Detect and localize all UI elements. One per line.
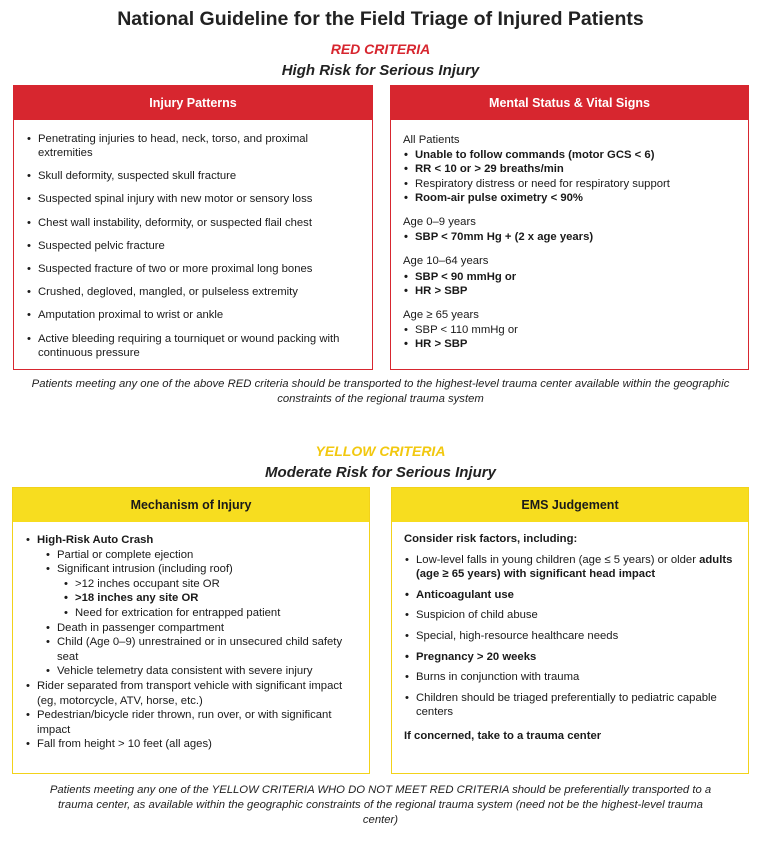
red-criteria-label: RED CRITERIA — [330, 41, 431, 57]
mental-status-header: Mental Status & Vital Signs — [391, 86, 748, 120]
list-item: • RR < 10 or > 29 breaths/min — [403, 162, 738, 176]
mechanism-of-injury-box — [12, 487, 370, 774]
injury-patterns-list — [26, 132, 362, 360]
age-65-group — [403, 308, 738, 352]
list-item: • Partial or complete ejection — [45, 548, 359, 563]
list-item: • Fall from height > 10 feet (all ages) — [25, 737, 359, 752]
ems-judgement-header: EMS Judgement — [392, 488, 748, 522]
list-item: • Penetrating injuries to head, neck, torso, and proximal extremities — [26, 132, 362, 160]
ems-concerned: If concerned, take to a trauma center — [404, 730, 602, 743]
list-item: • >18 inches any site OR — [63, 591, 359, 606]
red-criteria-note: Patients meeting any one of the above RED criteria should be transported to the highest-level trauma center available within the geographic constraints of the regional trauma system — [31, 378, 730, 405]
all-patients-heading: All Patients — [403, 134, 460, 146]
list-item: • Skull deformity, suspected skull fracture — [26, 169, 362, 183]
all-patients-group — [403, 133, 738, 205]
mechanism-list — [25, 533, 359, 752]
ems-judgement-box — [391, 487, 749, 774]
list-item: • Amputation proximal to wrist or ankle — [26, 308, 362, 322]
injury-patterns-header: Injury Patterns — [14, 86, 372, 120]
yellow-criteria-label: YELLOW CRITERIA — [315, 443, 446, 459]
red-criteria-subtitle: High Risk for Serious Injury — [281, 62, 480, 79]
list-item: • Respiratory distress or need for respiratory support — [403, 177, 738, 191]
list-item: • HR > SBP — [403, 284, 738, 298]
list-item: • Suspicion of child abuse — [404, 608, 738, 622]
list-item: • SBP < 90 mmHg or — [403, 270, 738, 284]
yellow-criteria-subtitle: Moderate Risk for Serious Injury — [265, 464, 496, 481]
list-item — [45, 562, 359, 577]
mechanism-header: Mechanism of Injury — [13, 488, 369, 522]
list-item: • Death in passenger compartment — [45, 621, 359, 636]
mental-status-box — [390, 85, 749, 370]
list-item: • Rider separated from transport vehicle with significant impact (eg, motorcycle, ATV, horse, etc.) — [25, 679, 359, 708]
list-item: • HR > SBP — [403, 337, 738, 351]
falls-text: Low-level falls in young children (age ≤ 5 years) or older — [416, 554, 700, 566]
age-0-9-heading: Age 0–9 years — [403, 216, 476, 229]
list-item — [404, 553, 738, 581]
list-item: • Chest wall instability, deformity, or suspected flail chest — [26, 216, 362, 230]
list-item: • SBP < 110 mmHg or — [403, 323, 738, 337]
list-item: • Child (Age 0–9) unrestrained or in unsecured child safety seat — [45, 635, 359, 664]
page-title: National Guideline for the Field Triage of Injured Patients — [117, 8, 644, 30]
list-item: • Suspected pelvic fracture — [26, 239, 362, 253]
yellow-criteria-note: Patients meeting any one of the YELLOW CRITERIA WHO DO NOT MEET RED CRITERIA should be preferentially transported to a trauma center, as available within the geographic constraints of the regional trauma system (need not be the highest-level trauma center) — [49, 784, 712, 826]
list-item — [25, 533, 359, 679]
list-item: • Room-air pulse oximetry < 90% — [403, 191, 738, 205]
age-65-heading: Age ≥ 65 years — [403, 309, 479, 322]
list-item: • Unable to follow commands (motor GCS < 6) — [403, 148, 738, 162]
ems-intro: Consider risk factors, including: — [404, 533, 578, 545]
list-item: • SBP < 70mm Hg + (2 x age years) — [403, 230, 738, 244]
ems-list — [404, 553, 738, 719]
age-10-64-group — [403, 254, 738, 298]
list-item: • >12 inches occupant site OR — [63, 577, 359, 592]
list-item: • Suspected fracture of two or more proximal long bones — [26, 262, 362, 276]
list-item: • Need for extrication for entrapped patient — [63, 606, 359, 621]
falls-text-bold: adults (age ≥ 65 years) with significant head impact — [416, 554, 733, 580]
list-item: • Crushed, degloved, mangled, or pulseless extremity — [26, 285, 362, 299]
list-item: • Suspected spinal injury with new motor or sensory loss — [26, 192, 362, 206]
list-item: • Active bleeding requiring a tourniquet or wound packing with continuous pressure — [26, 332, 362, 360]
age-0-9-group — [403, 215, 738, 244]
intrusion-label: Significant intrusion (including roof) — [57, 563, 233, 576]
list-item: • Anticoagulant use — [404, 588, 738, 602]
age-10-64-heading: Age 10–64 years — [403, 255, 489, 268]
list-item: • Pedestrian/bicycle rider thrown, run over, or with significant impact — [25, 708, 359, 737]
list-item: • Pregnancy > 20 weeks — [404, 650, 738, 664]
list-item: • Burns in conjunction with trauma — [404, 670, 738, 684]
crash-label: High-Risk Auto Crash — [37, 534, 154, 546]
list-item: • Vehicle telemetry data consistent with severe injury — [45, 664, 359, 679]
list-item: • Special, high-resource healthcare needs — [404, 629, 738, 643]
injury-patterns-box — [13, 85, 373, 370]
list-item: • Children should be triaged preferentially to pediatric capable centers — [404, 691, 738, 719]
